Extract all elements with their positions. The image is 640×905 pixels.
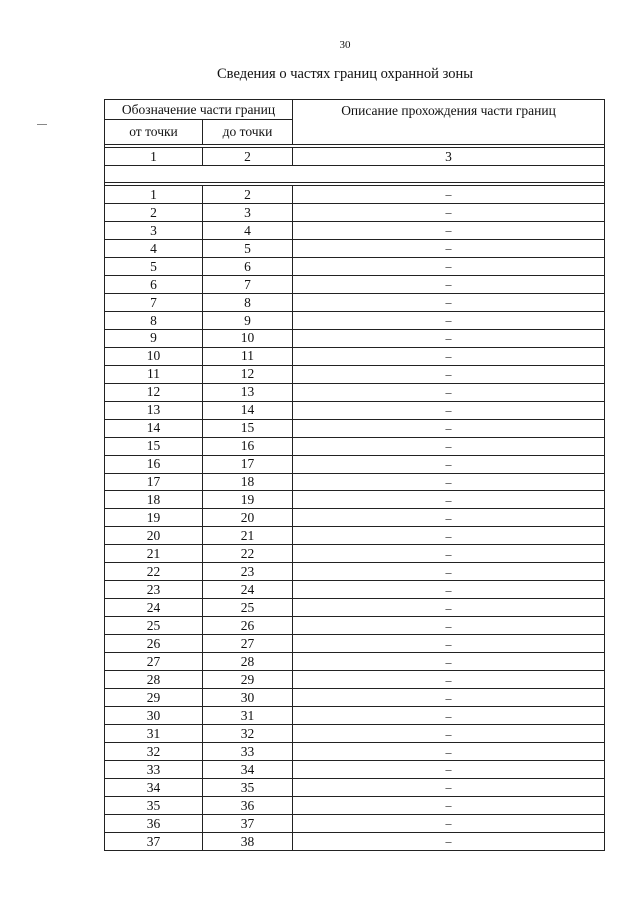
header-boundary-designation: Обозначение части границ: [105, 100, 293, 120]
header-description: Описание прохождения части границ: [293, 100, 605, 145]
to-point-cell: 38: [203, 832, 293, 850]
from-point-cell: 16: [105, 455, 203, 473]
from-point-cell: 34: [105, 778, 203, 796]
table-row: [105, 401, 605, 419]
description-cell: –: [293, 545, 605, 563]
to-point-cell: 3: [203, 203, 293, 221]
table-row: [105, 239, 605, 257]
table-row: [105, 329, 605, 347]
boundary-parts-table: [104, 99, 605, 851]
table-row: [105, 365, 605, 383]
table-row: [105, 203, 605, 221]
description-cell: –: [293, 221, 605, 239]
page-number: 30: [339, 39, 351, 51]
description-cell: –: [293, 563, 605, 581]
table-row: [105, 725, 605, 743]
from-point-cell: 2: [105, 203, 203, 221]
from-point-cell: 7: [105, 293, 203, 311]
to-point-cell: 37: [203, 814, 293, 832]
to-point-cell: 9: [203, 311, 293, 329]
description-cell: –: [293, 814, 605, 832]
table-row: [105, 527, 605, 545]
from-point-cell: 11: [105, 365, 203, 383]
to-point-cell: 11: [203, 347, 293, 365]
description-cell: –: [293, 311, 605, 329]
to-point-cell: 2: [203, 186, 293, 204]
description-cell: –: [293, 239, 605, 257]
to-point-cell: 24: [203, 581, 293, 599]
from-point-cell: 31: [105, 725, 203, 743]
table-row: [105, 761, 605, 779]
table-row: [105, 455, 605, 473]
header-to-point: до точки: [203, 120, 293, 145]
description-cell: –: [293, 635, 605, 653]
description-cell: –: [293, 725, 605, 743]
to-point-cell: 10: [203, 329, 293, 347]
table-row: [105, 778, 605, 796]
description-cell: –: [293, 832, 605, 850]
description-cell: –: [293, 401, 605, 419]
table-body: [105, 100, 605, 851]
to-point-cell: 16: [203, 437, 293, 455]
description-cell: –: [293, 293, 605, 311]
description-cell: –: [293, 365, 605, 383]
from-point-cell: 23: [105, 581, 203, 599]
section-label: [105, 166, 605, 183]
to-point-cell: 8: [203, 293, 293, 311]
header-from-point: от точки: [105, 120, 203, 145]
table-row: [105, 293, 605, 311]
to-point-cell: 30: [203, 689, 293, 707]
table-row: [105, 311, 605, 329]
from-point-cell: 28: [105, 671, 203, 689]
to-point-cell: 31: [203, 707, 293, 725]
description-cell: –: [293, 707, 605, 725]
from-point-cell: 25: [105, 617, 203, 635]
to-point-cell: 21: [203, 527, 293, 545]
from-point-cell: 20: [105, 527, 203, 545]
description-cell: –: [293, 491, 605, 509]
table-row: [105, 186, 605, 204]
to-point-cell: 26: [203, 617, 293, 635]
table-row: [105, 689, 605, 707]
from-point-cell: 24: [105, 599, 203, 617]
table-row: [105, 671, 605, 689]
description-cell: –: [293, 581, 605, 599]
table-row: [105, 599, 605, 617]
table-row: [105, 563, 605, 581]
to-point-cell: 23: [203, 563, 293, 581]
description-cell: –: [293, 257, 605, 275]
from-point-cell: 15: [105, 437, 203, 455]
table-row: [105, 653, 605, 671]
table-row: [105, 347, 605, 365]
table-row: [105, 617, 605, 635]
from-point-cell: 8: [105, 311, 203, 329]
from-point-cell: 21: [105, 545, 203, 563]
table-row: [105, 257, 605, 275]
to-point-cell: 33: [203, 743, 293, 761]
from-point-cell: 5: [105, 257, 203, 275]
section-row: [105, 166, 605, 183]
from-point-cell: 37: [105, 832, 203, 850]
from-point-cell: 17: [105, 473, 203, 491]
description-cell: –: [293, 275, 605, 293]
to-point-cell: 12: [203, 365, 293, 383]
from-point-cell: 33: [105, 761, 203, 779]
description-cell: –: [293, 653, 605, 671]
description-cell: –: [293, 186, 605, 204]
from-point-cell: 14: [105, 419, 203, 437]
table-row: [105, 814, 605, 832]
column-number-3: 3: [293, 148, 605, 166]
to-point-cell: 6: [203, 257, 293, 275]
table-row: [105, 832, 605, 850]
description-cell: –: [293, 689, 605, 707]
description-cell: –: [293, 778, 605, 796]
to-point-cell: 34: [203, 761, 293, 779]
from-point-cell: 1: [105, 186, 203, 204]
to-point-cell: 4: [203, 221, 293, 239]
to-point-cell: 27: [203, 635, 293, 653]
description-cell: –: [293, 329, 605, 347]
from-point-cell: 36: [105, 814, 203, 832]
description-cell: –: [293, 527, 605, 545]
column-number-2: 2: [203, 148, 293, 166]
description-cell: –: [293, 437, 605, 455]
to-point-cell: 18: [203, 473, 293, 491]
to-point-cell: 14: [203, 401, 293, 419]
table-row: [105, 383, 605, 401]
header-row-group: [105, 100, 605, 120]
description-cell: –: [293, 671, 605, 689]
from-point-cell: 32: [105, 743, 203, 761]
from-point-cell: 12: [105, 383, 203, 401]
from-point-cell: 30: [105, 707, 203, 725]
from-point-cell: 26: [105, 635, 203, 653]
description-cell: –: [293, 599, 605, 617]
table-row: [105, 473, 605, 491]
description-cell: –: [293, 347, 605, 365]
from-point-cell: 13: [105, 401, 203, 419]
table-row: [105, 581, 605, 599]
from-point-cell: 6: [105, 275, 203, 293]
to-point-cell: 25: [203, 599, 293, 617]
to-point-cell: 35: [203, 778, 293, 796]
from-point-cell: 3: [105, 221, 203, 239]
to-point-cell: 20: [203, 509, 293, 527]
table-row: [105, 796, 605, 814]
to-point-cell: 19: [203, 491, 293, 509]
from-point-cell: 4: [105, 239, 203, 257]
to-point-cell: 36: [203, 796, 293, 814]
description-cell: –: [293, 509, 605, 527]
from-point-cell: 19: [105, 509, 203, 527]
description-cell: –: [293, 383, 605, 401]
to-point-cell: 13: [203, 383, 293, 401]
to-point-cell: 28: [203, 653, 293, 671]
from-point-cell: 18: [105, 491, 203, 509]
to-point-cell: 17: [203, 455, 293, 473]
from-point-cell: 9: [105, 329, 203, 347]
description-cell: –: [293, 419, 605, 437]
from-point-cell: 22: [105, 563, 203, 581]
from-point-cell: 10: [105, 347, 203, 365]
page-title: Сведения о частях границ охранной зоны: [217, 66, 473, 82]
table-row: [105, 491, 605, 509]
to-point-cell: 29: [203, 671, 293, 689]
description-cell: –: [293, 203, 605, 221]
table-row: [105, 509, 605, 527]
margin-mark: [37, 124, 47, 125]
from-point-cell: 27: [105, 653, 203, 671]
table-row: [105, 275, 605, 293]
column-numbers-row: [105, 148, 605, 166]
table-row: [105, 743, 605, 761]
table-row: [105, 419, 605, 437]
to-point-cell: 15: [203, 419, 293, 437]
table-row: [105, 707, 605, 725]
from-point-cell: 35: [105, 796, 203, 814]
description-cell: –: [293, 473, 605, 491]
to-point-cell: 22: [203, 545, 293, 563]
to-point-cell: 5: [203, 239, 293, 257]
column-number-1: 1: [105, 148, 203, 166]
to-point-cell: 32: [203, 725, 293, 743]
table-row: [105, 545, 605, 563]
description-cell: –: [293, 617, 605, 635]
table-row: [105, 635, 605, 653]
to-point-cell: 7: [203, 275, 293, 293]
description-cell: –: [293, 796, 605, 814]
from-point-cell: 29: [105, 689, 203, 707]
table-row: [105, 437, 605, 455]
description-cell: –: [293, 761, 605, 779]
description-cell: –: [293, 743, 605, 761]
description-cell: –: [293, 455, 605, 473]
table-row: [105, 221, 605, 239]
